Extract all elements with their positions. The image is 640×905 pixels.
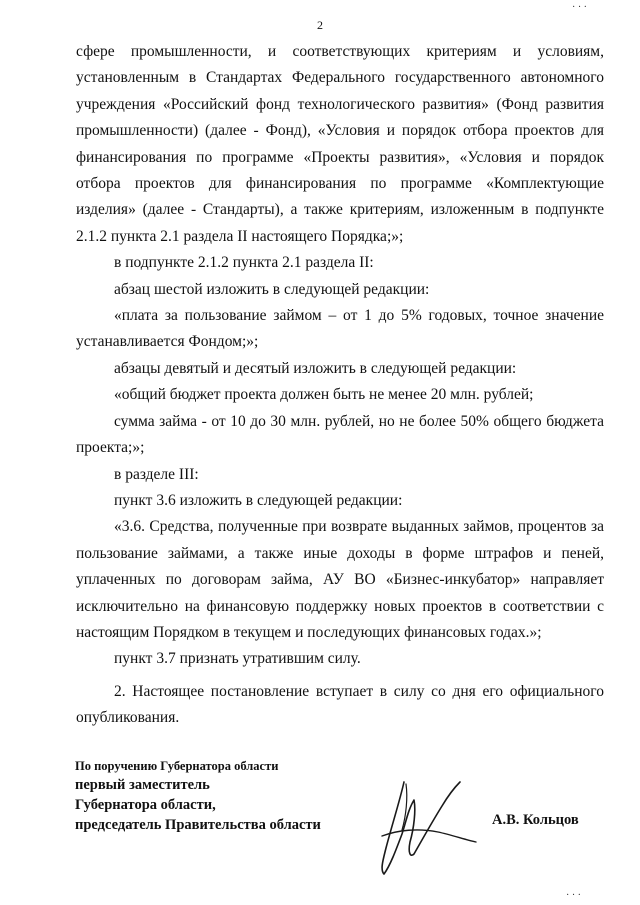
signatory-name: А.В. Кольцов bbox=[492, 812, 579, 828]
paragraph-clause-3-6-intro: пункт 3.6 изложить в следующей редакции: bbox=[114, 491, 403, 509]
paragraph-sixth-abzac: абзац шестой изложить в следующей редакции: bbox=[114, 280, 430, 298]
signature-block bbox=[75, 757, 405, 835]
paragraph-criteria-continuation: сфере промышленности, и соответствующих критериям и условиям, установленным в Стандартах Федерального государственного автономного учреждения «Российский фонд технологического развития» (Фонд развития промышленности) (далее - Фонд), «Условия и порядок отбора проектов для финансирования по программе «Проекты развития», «Условия и порядок отбора проектов для финансирования по программе «Комплектующие изделия» (далее - Стандарты), а также критериям, изложенным в подпункте 2.1.2 пункта 2.1 раздела II настоящего Порядка;»; bbox=[76, 43, 604, 245]
signature-position-line-3: председатель Правительства области bbox=[75, 817, 321, 833]
scan-mark-top: · · · bbox=[572, 2, 587, 13]
page-number: 2 bbox=[317, 18, 323, 32]
paragraph-loan-fee: «плата за пользование займом – от 1 до 5% годовых, точное значение устанавливается Фондом;»; bbox=[76, 307, 604, 351]
signature-by-order: По поручению Губернатора области bbox=[75, 759, 279, 773]
signature-position-line-2: Губернатора области, bbox=[75, 797, 216, 813]
paragraph-ninth-tenth-abzac: абзацы девятый и десятый изложить в следующей редакции: bbox=[114, 359, 517, 377]
paragraph-clause-3-7: пункт 3.7 признать утратившим силу. bbox=[114, 650, 361, 668]
document-body bbox=[76, 39, 604, 732]
handwritten-signature bbox=[362, 770, 482, 880]
paragraph-subclause-2-1-2: в подпункте 2.1.2 пункта 2.1 раздела II: bbox=[114, 254, 374, 272]
scan-mark-bottom: · · · bbox=[566, 890, 581, 901]
paragraph-project-budget: «общий бюджет проекта должен быть не менее 20 млн. рублей; bbox=[114, 386, 534, 404]
paragraph-loan-amount: сумма займа - от 10 до 30 млн. рублей, но не более 50% общего бюджета проекта;»; bbox=[76, 412, 604, 457]
paragraph-section-3: в разделе III: bbox=[114, 465, 199, 483]
paragraph-clause-3-6-text: «3.6. Средства, полученные при возврате выданных займов, процентов за пользование займами, а также иные доходы в форме штрафов и пеней, уплаченных по договорам займа, АУ ВО «Бизнес-инкубатор» направляет исключительно на финансовую поддержку новых проектов в соответствии с настоящим Порядком в текущем и последующих финансовых годах.»; bbox=[76, 518, 604, 641]
signature-position-line-1: первый заместитель bbox=[75, 777, 210, 793]
paragraph-effective-date: 2. Настоящее постановление вступает в силу со дня его официального опубликования. bbox=[76, 682, 604, 727]
